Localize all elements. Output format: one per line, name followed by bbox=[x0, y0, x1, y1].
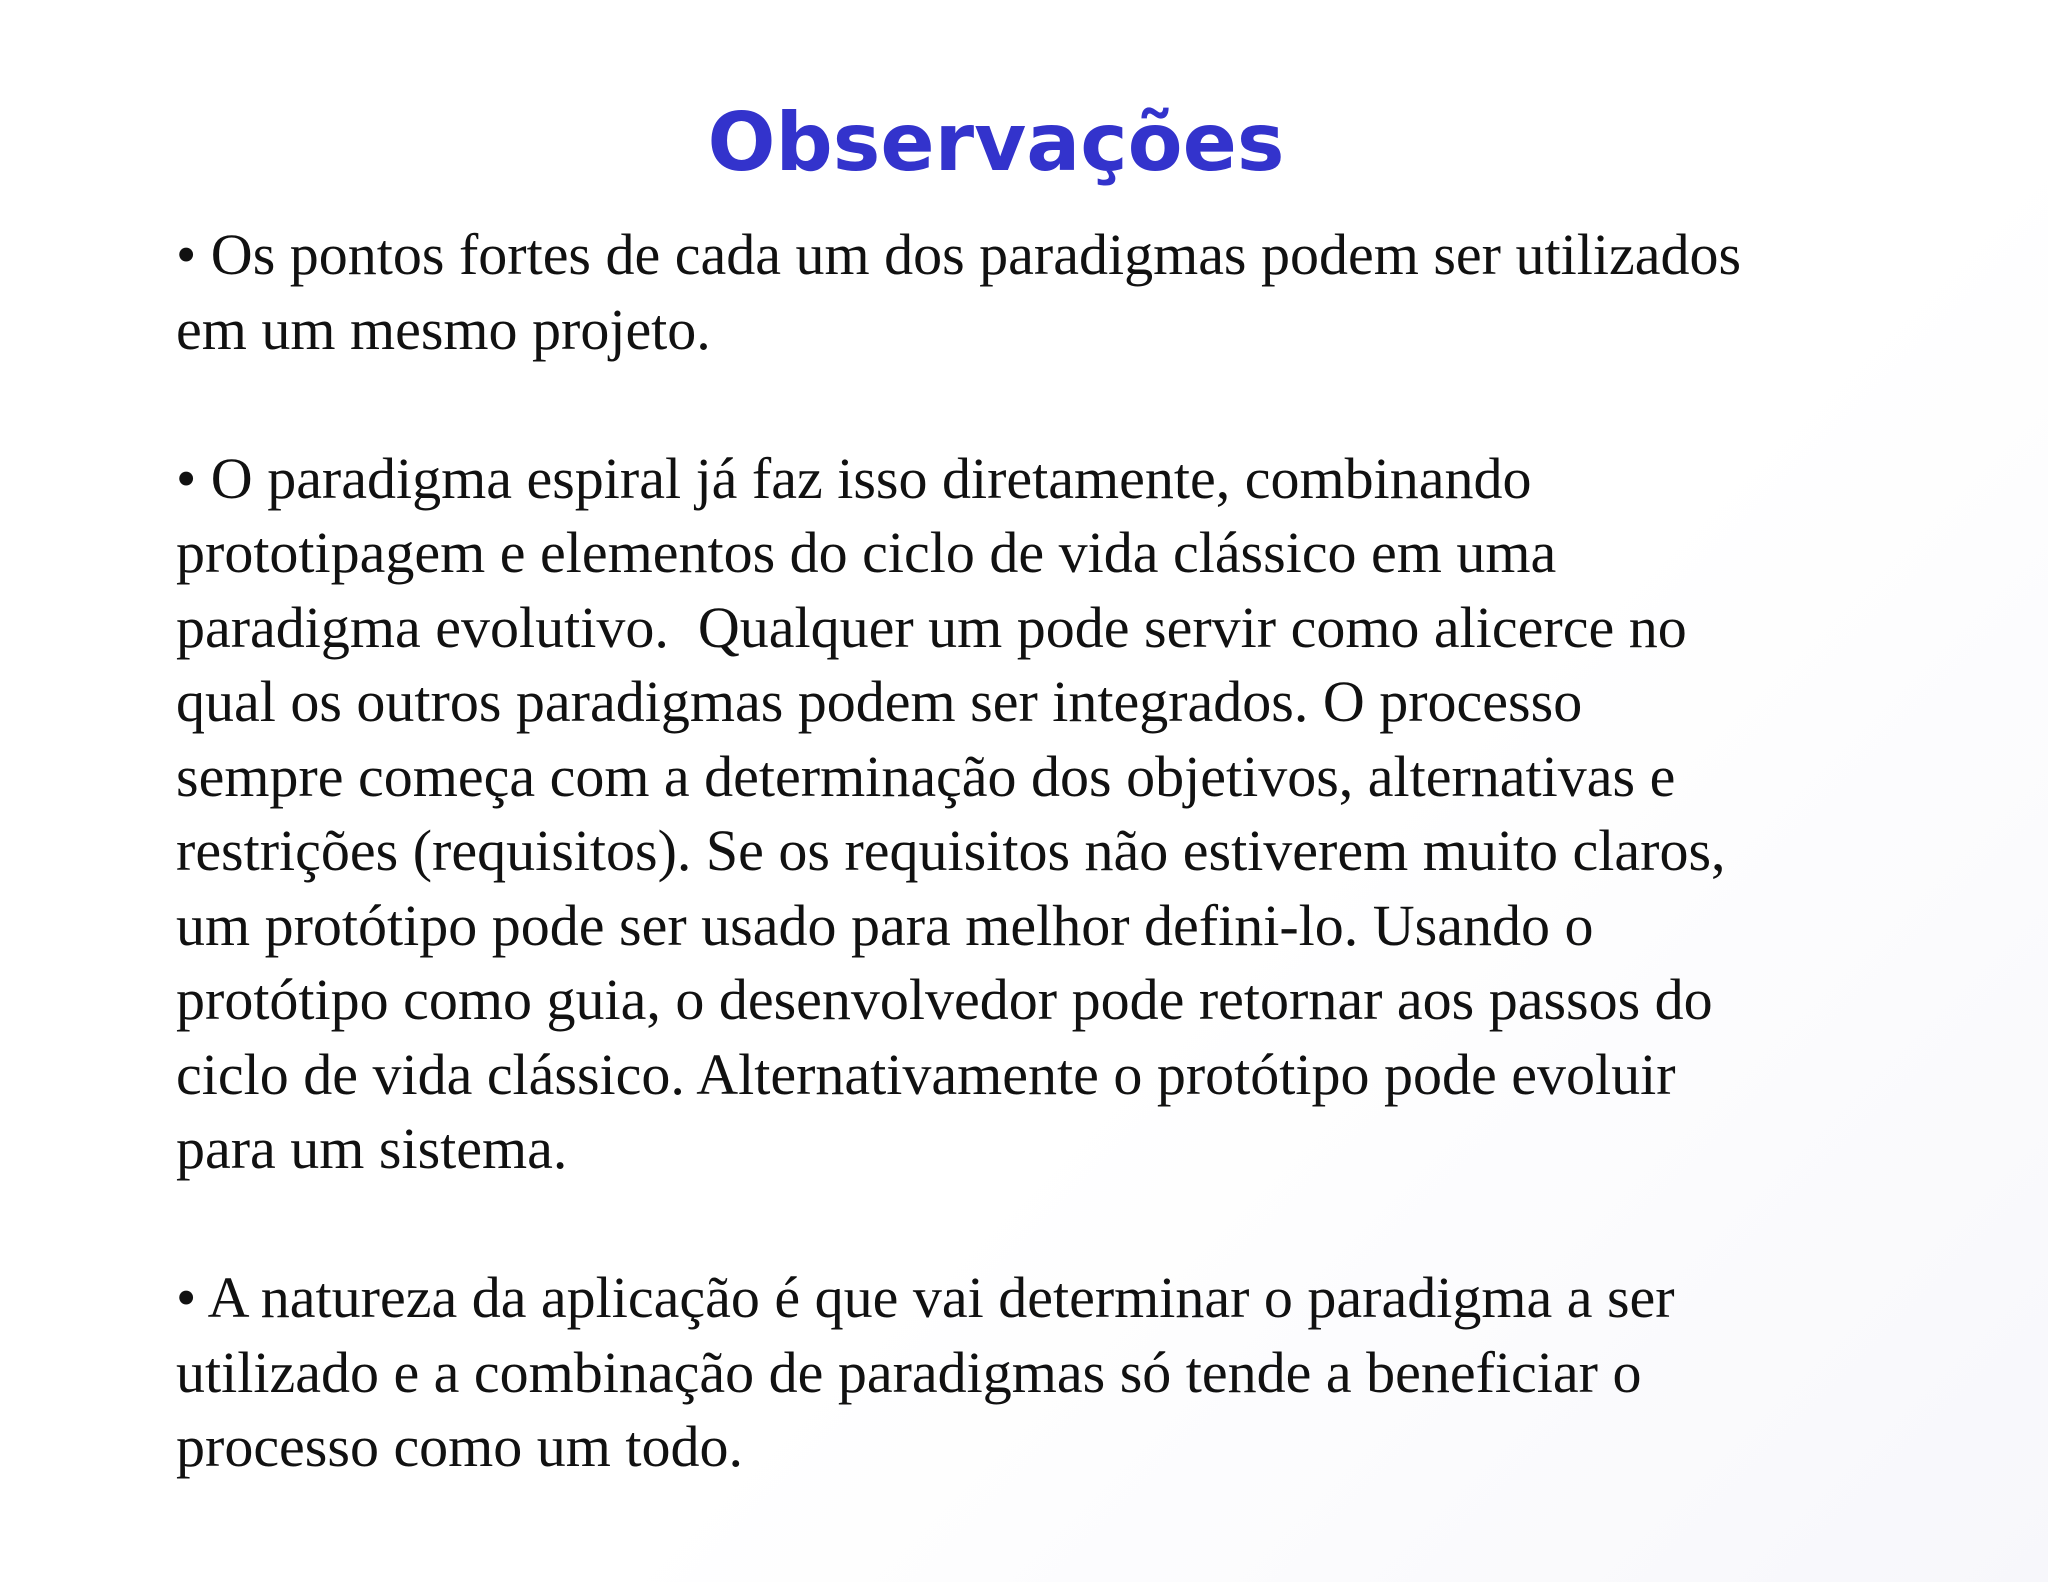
text-line: qual os outros paradigmas podem ser integrados. O processo bbox=[176, 669, 1583, 734]
bullet-paragraph-3 bbox=[176, 1261, 1876, 1485]
bullet-paragraph-2 bbox=[176, 442, 1876, 1187]
text-line: restrições (requisitos). Se os requisitos não estiverem muito claros, bbox=[176, 818, 1726, 883]
slide-title: Observações bbox=[707, 96, 1285, 189]
text-line: para um sistema. bbox=[176, 1116, 568, 1181]
text-line: prototipagem e elementos do ciclo de vida clássico em uma bbox=[176, 520, 1557, 585]
text-line: um protótipo pode ser usado para melhor defini-lo. Usando o bbox=[176, 892, 1594, 958]
paragraph-gap bbox=[176, 1187, 1876, 1262]
text-line: sempre começa com a determinação dos objetivos, alternativas e bbox=[176, 743, 1676, 809]
paragraph-gap bbox=[176, 367, 1876, 442]
text-line: processo como um todo. bbox=[176, 1414, 744, 1479]
text-line: • A natureza da aplicação é que vai determinar o paradigma a ser bbox=[176, 1265, 1675, 1330]
text-line: paradigma evolutivo. Qualquer um pode servir como alicerce no bbox=[176, 594, 1687, 660]
text-line: • O paradigma espiral já faz isso diretamente, combinando bbox=[176, 445, 1532, 511]
text-line: em um mesmo projeto. bbox=[176, 296, 711, 362]
bullet-paragraph-1 bbox=[176, 218, 1876, 367]
slide-body bbox=[176, 218, 1876, 1485]
text-line: protótipo como guia, o desenvolvedor pode retornar aos passos do bbox=[176, 967, 1713, 1032]
text-line: • Os pontos fortes de cada um dos paradigmas podem ser utilizados bbox=[176, 222, 1742, 287]
text-line: ciclo de vida clássico. Alternativamente o protótipo pode evoluir bbox=[176, 1041, 1676, 1107]
text-line: utilizado e a combinação de paradigmas só tende a beneficiar o bbox=[176, 1339, 1642, 1405]
